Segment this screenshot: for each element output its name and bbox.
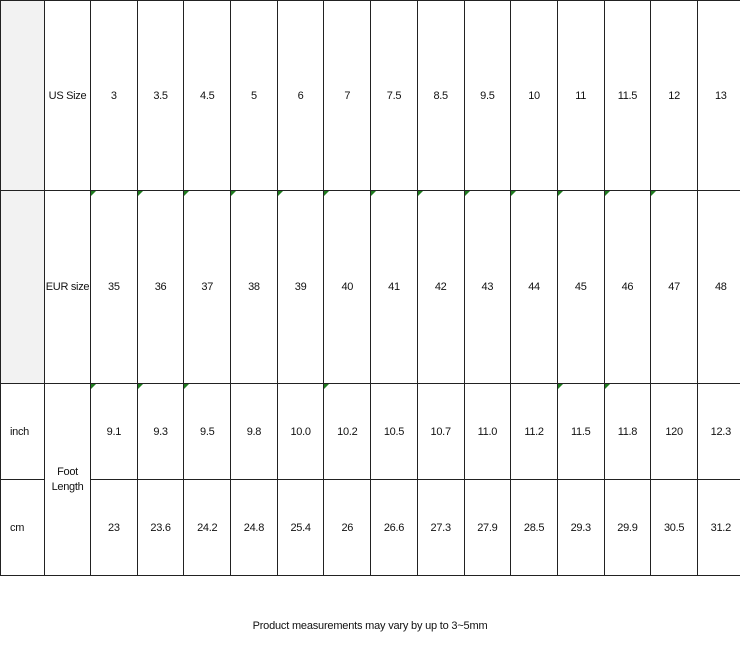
- cm-cell: 29.9: [604, 480, 651, 576]
- eur-size-cell: 48: [697, 191, 740, 384]
- us-size-row: [1, 1, 740, 191]
- us-size-cell: 3: [91, 1, 138, 191]
- blank-header-cell: [1, 1, 45, 191]
- cm-cell: 24.2: [184, 480, 231, 576]
- us-size-cell: 11.5: [604, 1, 651, 191]
- cm-cell: 26.6: [371, 480, 418, 576]
- blank-header-cell: [1, 191, 45, 384]
- inch-cell: 10.0: [277, 384, 324, 480]
- cm-cell: 31.2: [697, 480, 740, 576]
- us-size-cell: 12: [651, 1, 698, 191]
- eur-size-cell: 39: [277, 191, 324, 384]
- eur-size-cell: 47: [651, 191, 698, 384]
- cm-cell: 26: [324, 480, 371, 576]
- inch-cell: 10.7: [417, 384, 464, 480]
- foot-length-label: Foot Length: [45, 384, 91, 576]
- eur-size-cell: 38: [231, 191, 278, 384]
- eur-size-cell: 46: [604, 191, 651, 384]
- cm-cell: 27.9: [464, 480, 511, 576]
- us-size-cell: 6: [277, 1, 324, 191]
- inch-unit-label: inch: [1, 384, 45, 480]
- us-size-cell: 3.5: [137, 1, 184, 191]
- eur-size-cell: 37: [184, 191, 231, 384]
- inch-cell: 9.5: [184, 384, 231, 480]
- inch-cell: 9.8: [231, 384, 278, 480]
- us-size-cell: 7: [324, 1, 371, 191]
- us-size-label: US Size: [45, 1, 91, 191]
- us-size-cell: 5: [231, 1, 278, 191]
- cm-cell: 30.5: [651, 480, 698, 576]
- cm-cell: 25.4: [277, 480, 324, 576]
- inch-cell: 120: [651, 384, 698, 480]
- inch-row: [1, 384, 740, 480]
- eur-size-cell: 36: [137, 191, 184, 384]
- cm-unit-label: cm: [1, 480, 45, 576]
- us-size-cell: 8.5: [417, 1, 464, 191]
- inch-cell: 11.5: [557, 384, 604, 480]
- eur-size-cell: 35: [91, 191, 138, 384]
- inch-cell: 10.2: [324, 384, 371, 480]
- inch-cell: 9.3: [137, 384, 184, 480]
- inch-cell: 10.5: [371, 384, 418, 480]
- us-size-cell: 4.5: [184, 1, 231, 191]
- eur-size-cell: 41: [371, 191, 418, 384]
- cm-cell: 28.5: [511, 480, 558, 576]
- inch-cell: 11.8: [604, 384, 651, 480]
- eur-size-cell: 43: [464, 191, 511, 384]
- eur-size-row: [1, 191, 740, 384]
- eur-size-cell: 40: [324, 191, 371, 384]
- inch-cell: 11.2: [511, 384, 558, 480]
- us-size-cell: 10: [511, 1, 558, 191]
- cm-cell: 27.3: [417, 480, 464, 576]
- inch-cell: 11.0: [464, 384, 511, 480]
- cm-cell: 23: [91, 480, 138, 576]
- eur-size-label: EUR size: [45, 191, 91, 384]
- inch-cell: 12.3: [697, 384, 740, 480]
- eur-size-cell: 44: [511, 191, 558, 384]
- us-size-cell: 9.5: [464, 1, 511, 191]
- us-size-cell: 7.5: [371, 1, 418, 191]
- cm-cell: 29.3: [557, 480, 604, 576]
- cm-cell: 24.8: [231, 480, 278, 576]
- cm-cell: 23.6: [137, 480, 184, 576]
- us-size-cell: 11: [557, 1, 604, 191]
- cm-row: [1, 480, 740, 576]
- inch-cell: 9.1: [91, 384, 138, 480]
- eur-size-cell: 45: [557, 191, 604, 384]
- us-size-cell: 13: [697, 1, 740, 191]
- eur-size-cell: 42: [417, 191, 464, 384]
- measurement-note: Product measurements may vary by up to 3~5mm: [252, 620, 488, 632]
